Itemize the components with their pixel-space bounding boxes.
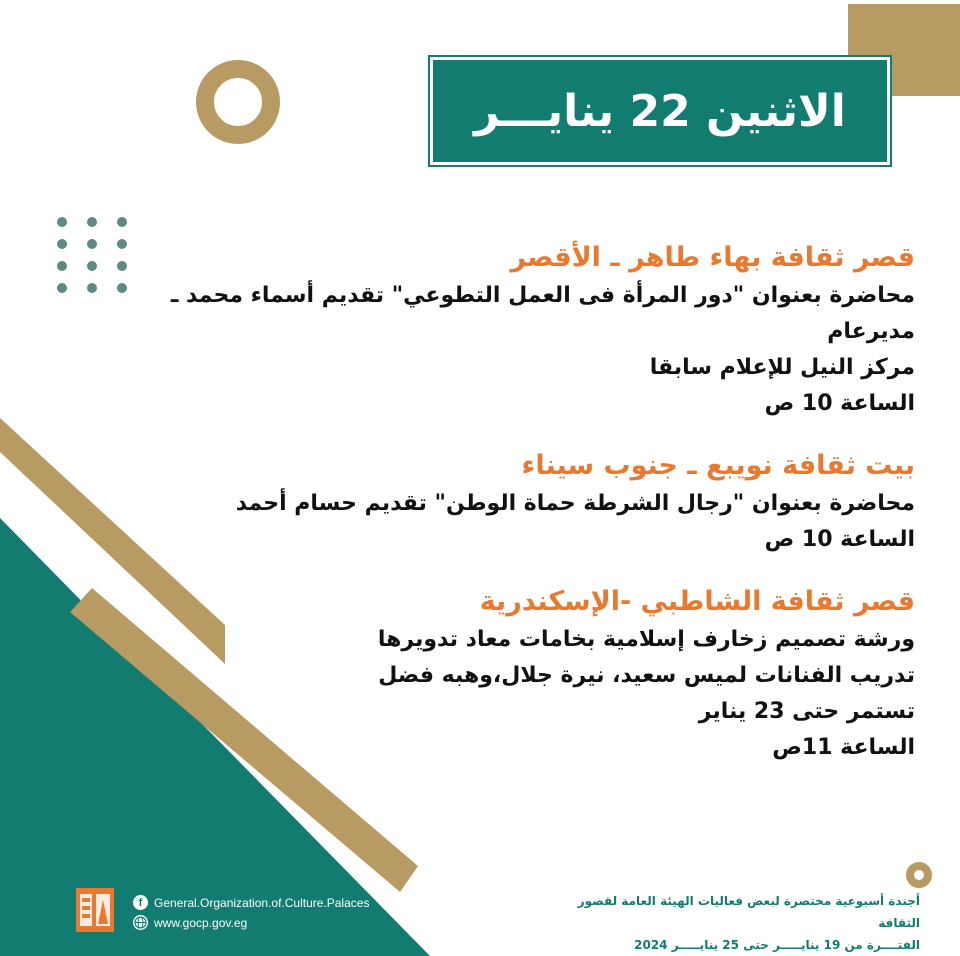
website-row[interactable] xyxy=(133,915,247,930)
gold-ring xyxy=(196,60,280,144)
event-line: تستمر حتى 23 يناير xyxy=(698,699,915,724)
event-line: محاضرة بعنوان "رجال الشرطة حماة الوطن" تقديم حسام أحمد xyxy=(235,491,915,516)
facebook-icon: f xyxy=(133,895,148,910)
facebook-row[interactable] xyxy=(133,895,369,910)
event-item xyxy=(120,238,915,422)
event-item xyxy=(120,446,915,558)
event-line: مركز النيل للإعلام سابقا xyxy=(649,355,915,380)
agenda-line-2: الفتــــرة من 19 ينايـــــر حتى 25 ينايـــــر 2024 xyxy=(634,938,920,952)
date-header xyxy=(430,57,890,165)
facebook-text: General.Organization.of.Culture.Palaces xyxy=(154,895,370,910)
event-item xyxy=(120,582,915,766)
event-time: الساعة 11ص xyxy=(772,735,915,760)
gold-ring-small xyxy=(906,862,932,888)
event-venue: قصر ثقافة الشاطبي -الإسكندرية xyxy=(479,586,915,617)
events-list xyxy=(120,238,915,790)
event-line: تدريب الفنانات لميس سعيد، نيرة جلال،وهبه فضل xyxy=(378,663,915,688)
event-time: الساعة 10 ص xyxy=(764,391,915,416)
event-venue: بيت ثقافة نويبع ـ جنوب سيناء xyxy=(521,450,915,481)
agenda-line-1: أجندة أسبوعية مختصرة لبعض فعاليات الهيئة العامة لقصور الثقافة xyxy=(577,894,920,930)
event-time: الساعة 10 ص xyxy=(764,527,915,552)
event-line: ورشة تصميم زخارف إسلامية بخامات معاد تدويرها xyxy=(377,627,915,652)
event-venue: قصر ثقافة بهاء طاهر ـ الأقصر xyxy=(510,242,915,273)
event-line: محاضرة بعنوان "دور المرأة فى العمل التطوعي" تقديم أسماء محمد ـ مديرعام xyxy=(170,283,915,344)
culture-palaces-logo xyxy=(76,888,114,932)
website-text: www.gocp.gov.eg xyxy=(154,915,248,930)
date-title: الاثنين 22 ينايـــر xyxy=(474,85,846,137)
agenda-caption xyxy=(560,890,920,956)
globe-icon xyxy=(133,915,148,930)
